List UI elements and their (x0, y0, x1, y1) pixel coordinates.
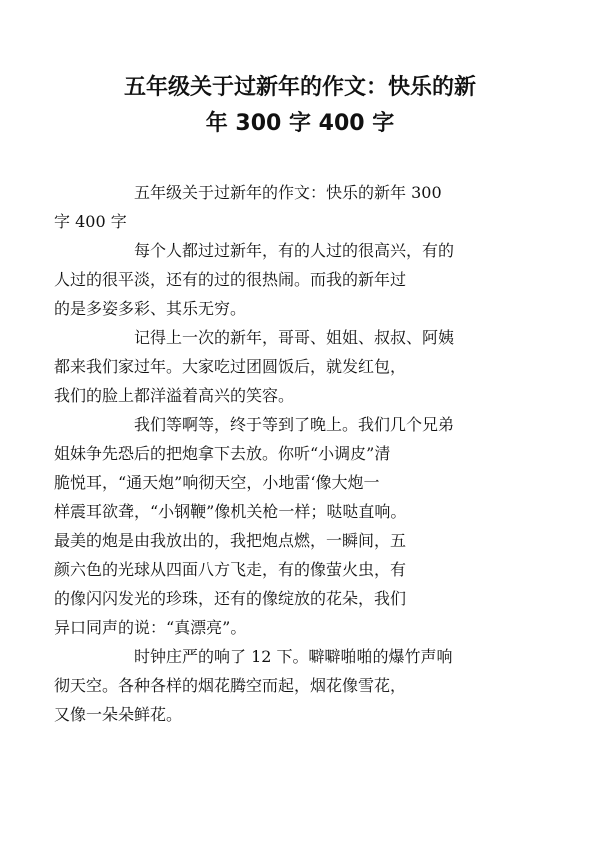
text-line: 人过的很平淡，还有的过的很热闹。而我的新年过 (54, 270, 407, 289)
text-line: 异口同声的说：“真漂亮”。 (54, 618, 247, 637)
text-line: 记得上一次的新年，哥哥、姐姐、叔叔、阿姨 (134, 328, 455, 347)
text-line: 又像一朵朵鲜花。 (54, 705, 183, 724)
document-title (80, 70, 520, 142)
text-line: 姐妹争先恐后的把炮拿下去放。你听“小调皮”清 (54, 444, 391, 463)
text-line: 样震耳欲聋，“小钢鞭”像机关枪一样；哒哒直响。 (54, 502, 407, 521)
text-line: 我们的脸上都洋溢着高兴的笑容。 (54, 386, 295, 405)
paragraph (54, 323, 524, 410)
title-line: 年 300 字 400 字 (205, 111, 395, 136)
paragraph (54, 642, 524, 729)
text-line: 颜六色的光球从四面八方飞走，有的像萤火虫，有 (54, 560, 407, 579)
text-line: 的是多姿多彩、其乐无穷。 (54, 299, 247, 318)
document-body (54, 178, 524, 729)
text-line: 彻天空。各种各样的烟花腾空而起，烟花像雪花， (54, 676, 407, 695)
text-line: 字 400 字 (54, 212, 127, 231)
title-line: 五年级关于过新年的作文：快乐的新 (123, 75, 476, 100)
paragraph (54, 178, 524, 236)
text-line: 我们等啊等，终于等到了晚上。我们几个兄弟 (134, 415, 455, 434)
paragraph (54, 410, 524, 642)
text-line: 五年级关于过新年的作文：快乐的新年 300 (134, 183, 442, 202)
text-line: 每个人都过过新年，有的人过的很高兴，有的 (134, 241, 455, 260)
text-line: 的像闪闪发光的珍珠，还有的像绽放的花朵，我们 (54, 589, 407, 608)
text-line: 最美的炮是由我放出的，我把炮点燃，一瞬间，五 (54, 531, 407, 550)
paragraph (54, 236, 524, 323)
text-line: 时钟庄严的响了 12 下。噼噼啪啪的爆竹声响 (134, 647, 453, 666)
text-line: 脆悦耳，“通天炮”响彻天空，小地雷‘像大炮一 (54, 473, 380, 492)
text-line: 都来我们家过年。大家吃过团圆饭后，就发红包， (54, 357, 407, 376)
